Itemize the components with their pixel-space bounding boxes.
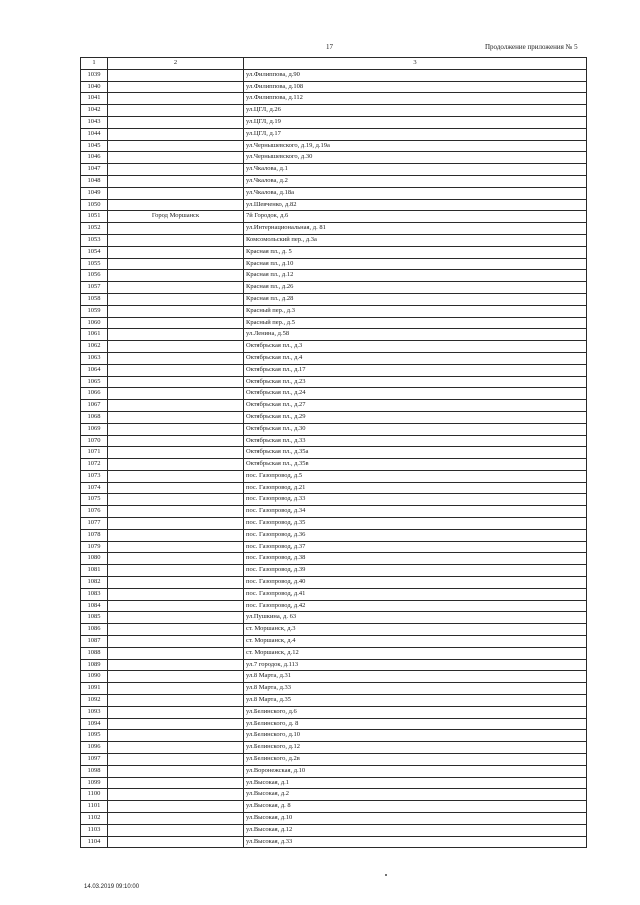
row-number: 1078 xyxy=(81,529,108,541)
row-number: 1079 xyxy=(81,541,108,553)
address-cell: ст. Моршанск, д.3 xyxy=(244,624,587,636)
row-number: 1057 xyxy=(81,282,108,294)
address-cell: пос. Газопровод, д.42 xyxy=(244,600,587,612)
address-cell: ул.Чернышевского, д.30 xyxy=(244,152,587,164)
location-cell xyxy=(108,777,244,789)
row-number: 1077 xyxy=(81,518,108,530)
row-number: 1087 xyxy=(81,636,108,648)
address-cell: пос. Газопровод, д.41 xyxy=(244,588,587,600)
table-row xyxy=(81,152,587,164)
address-cell: Октябрьская пл., д.23 xyxy=(244,376,587,388)
row-number: 1068 xyxy=(81,411,108,423)
location-cell xyxy=(108,341,244,353)
row-number: 1073 xyxy=(81,470,108,482)
table-row xyxy=(81,223,587,235)
row-number: 1080 xyxy=(81,553,108,565)
address-cell: Октябрьская пл., д.35в xyxy=(244,459,587,471)
row-number: 1062 xyxy=(81,341,108,353)
row-number: 1066 xyxy=(81,388,108,400)
location-cell xyxy=(108,482,244,494)
location-cell xyxy=(108,470,244,482)
address-cell: Октябрьская пл., д.4 xyxy=(244,352,587,364)
table-row xyxy=(81,175,587,187)
table-row xyxy=(81,400,587,412)
location-cell xyxy=(108,69,244,81)
table-row xyxy=(81,671,587,683)
row-number: 1097 xyxy=(81,754,108,766)
address-cell: ул.Высокая, д.12 xyxy=(244,824,587,836)
address-cell: Красная пл., д.28 xyxy=(244,293,587,305)
table-row xyxy=(81,683,587,695)
table-row xyxy=(81,305,587,317)
location-cell xyxy=(108,105,244,117)
table-row xyxy=(81,742,587,754)
table-row xyxy=(81,459,587,471)
address-cell: Красная пл., д.10 xyxy=(244,258,587,270)
table-row xyxy=(81,246,587,258)
row-number: 1070 xyxy=(81,435,108,447)
address-cell: ул.ЦГЛ, д.17 xyxy=(244,128,587,140)
row-number: 1083 xyxy=(81,588,108,600)
row-number: 1090 xyxy=(81,671,108,683)
row-number: 1045 xyxy=(81,140,108,152)
location-cell xyxy=(108,789,244,801)
row-number: 1042 xyxy=(81,105,108,117)
location-cell xyxy=(108,824,244,836)
address-cell: Октябрьская пл., д.17 xyxy=(244,364,587,376)
table-row xyxy=(81,824,587,836)
table-row xyxy=(81,529,587,541)
table-row xyxy=(81,199,587,211)
row-number: 1052 xyxy=(81,223,108,235)
table-row xyxy=(81,423,587,435)
table-header-row xyxy=(81,58,587,70)
address-cell: Октябрьская пл., д.24 xyxy=(244,388,587,400)
location-cell xyxy=(108,234,244,246)
location-cell xyxy=(108,683,244,695)
address-cell: пос. Газопровод, д.34 xyxy=(244,506,587,518)
table-row xyxy=(81,435,587,447)
location-cell xyxy=(108,246,244,258)
table-row xyxy=(81,187,587,199)
row-number: 1043 xyxy=(81,116,108,128)
row-number: 1054 xyxy=(81,246,108,258)
row-number: 1081 xyxy=(81,565,108,577)
row-number: 1099 xyxy=(81,777,108,789)
address-cell: ул.ЦГЛ, д.19 xyxy=(244,116,587,128)
location-cell xyxy=(108,199,244,211)
location-cell xyxy=(108,730,244,742)
location-cell xyxy=(108,435,244,447)
location-cell xyxy=(108,376,244,388)
table-row xyxy=(81,836,587,848)
row-number: 1094 xyxy=(81,718,108,730)
table-row xyxy=(81,789,587,801)
location-cell xyxy=(108,164,244,176)
address-cell: Октябрьская пл., д.30 xyxy=(244,423,587,435)
address-cell: ул.Интернациональная, д. 81 xyxy=(244,223,587,235)
row-number: 1047 xyxy=(81,164,108,176)
table-row xyxy=(81,730,587,742)
row-number: 1092 xyxy=(81,695,108,707)
address-cell: пос. Газопровод, д.39 xyxy=(244,565,587,577)
table-row xyxy=(81,447,587,459)
row-number: 1093 xyxy=(81,706,108,718)
row-number: 1100 xyxy=(81,789,108,801)
row-number: 1102 xyxy=(81,813,108,825)
table-row xyxy=(81,293,587,305)
address-cell: ул.Воронежская, д.10 xyxy=(244,765,587,777)
table-row xyxy=(81,518,587,530)
address-cell: ул.8 Марта, д.35 xyxy=(244,695,587,707)
location-cell xyxy=(108,258,244,270)
location-cell xyxy=(108,140,244,152)
row-number: 1044 xyxy=(81,128,108,140)
address-table xyxy=(80,57,587,848)
location-cell xyxy=(108,187,244,199)
row-number: 1082 xyxy=(81,577,108,589)
row-number: 1101 xyxy=(81,801,108,813)
location-cell xyxy=(108,765,244,777)
location-cell xyxy=(108,813,244,825)
table-row xyxy=(81,329,587,341)
address-cell: ул.Чкалова, д.2 xyxy=(244,175,587,187)
table-row xyxy=(81,482,587,494)
table-row xyxy=(81,116,587,128)
table-row xyxy=(81,352,587,364)
address-cell: ул.8 Марта, д.33 xyxy=(244,683,587,695)
address-cell: ул.Шевченко, д.82 xyxy=(244,199,587,211)
location-cell xyxy=(108,718,244,730)
table-row xyxy=(81,128,587,140)
location-cell xyxy=(108,270,244,282)
location-cell xyxy=(108,329,244,341)
row-number: 1091 xyxy=(81,683,108,695)
address-cell: пос. Газопровод, д.36 xyxy=(244,529,587,541)
table-row xyxy=(81,718,587,730)
table-row xyxy=(81,624,587,636)
address-cell: ул.Белинского, д.10 xyxy=(244,730,587,742)
table-row xyxy=(81,659,587,671)
address-cell: пос. Газопровод, д.5 xyxy=(244,470,587,482)
column-header: 3 xyxy=(244,58,587,70)
row-number: 1059 xyxy=(81,305,108,317)
table-row xyxy=(81,270,587,282)
table-row xyxy=(81,777,587,789)
table-row xyxy=(81,388,587,400)
row-number: 1071 xyxy=(81,447,108,459)
row-number: 1104 xyxy=(81,836,108,848)
address-cell: пос. Газопровод, д.35 xyxy=(244,518,587,530)
row-number: 1085 xyxy=(81,612,108,624)
column-header: 2 xyxy=(108,58,244,70)
address-cell: ул.Высокая, д. 8 xyxy=(244,801,587,813)
location-cell xyxy=(108,518,244,530)
address-cell: Красная пл., д.12 xyxy=(244,270,587,282)
row-number: 1049 xyxy=(81,187,108,199)
address-cell: ул.Высокая, д.10 xyxy=(244,813,587,825)
location-cell xyxy=(108,754,244,766)
address-cell: ул.Ленина, д.58 xyxy=(244,329,587,341)
table-row xyxy=(81,376,587,388)
row-number: 1039 xyxy=(81,69,108,81)
table-row xyxy=(81,234,587,246)
address-cell: Красный пер., д.5 xyxy=(244,317,587,329)
address-cell: Октябрьская пл., д.35а xyxy=(244,447,587,459)
address-cell: Октябрьская пл., д.29 xyxy=(244,411,587,423)
table-row xyxy=(81,164,587,176)
address-cell: ул.Белинского, д.6 xyxy=(244,706,587,718)
location-cell xyxy=(108,612,244,624)
row-number: 1069 xyxy=(81,423,108,435)
location-cell xyxy=(108,293,244,305)
address-cell: ул.Белинского, д.12 xyxy=(244,742,587,754)
table-row xyxy=(81,813,587,825)
location-cell xyxy=(108,364,244,376)
table-row xyxy=(81,494,587,506)
location-cell xyxy=(108,400,244,412)
table-row xyxy=(81,317,587,329)
row-number: 1041 xyxy=(81,93,108,105)
location-cell xyxy=(108,706,244,718)
table-row xyxy=(81,801,587,813)
address-cell: Октябрьская пл., д.3 xyxy=(244,341,587,353)
address-cell: ул.8 Марта, д.31 xyxy=(244,671,587,683)
address-cell: Красная пл., д. 5 xyxy=(244,246,587,258)
row-number: 1046 xyxy=(81,152,108,164)
address-cell: 7й Городок, д.6 xyxy=(244,211,587,223)
table-row xyxy=(81,364,587,376)
table-row xyxy=(81,258,587,270)
row-number: 1053 xyxy=(81,234,108,246)
row-number: 1040 xyxy=(81,81,108,93)
row-number: 1065 xyxy=(81,376,108,388)
table-row xyxy=(81,140,587,152)
table-row xyxy=(81,754,587,766)
table-row xyxy=(81,282,587,294)
row-number: 1084 xyxy=(81,600,108,612)
location-cell xyxy=(108,624,244,636)
row-number: 1058 xyxy=(81,293,108,305)
table-row xyxy=(81,577,587,589)
table-row xyxy=(81,211,587,223)
column-header: 1 xyxy=(81,58,108,70)
location-cell xyxy=(108,223,244,235)
location-cell xyxy=(108,447,244,459)
row-number: 1050 xyxy=(81,199,108,211)
address-cell: Октябрьская пл., д.27 xyxy=(244,400,587,412)
location-cell xyxy=(108,305,244,317)
location-cell xyxy=(108,388,244,400)
row-number: 1072 xyxy=(81,459,108,471)
row-number: 1063 xyxy=(81,352,108,364)
table-row xyxy=(81,69,587,81)
location-cell xyxy=(108,541,244,553)
print-timestamp: 14.03.2019 09:10:00 xyxy=(84,884,140,890)
table-row xyxy=(81,81,587,93)
location-cell xyxy=(108,317,244,329)
location-cell xyxy=(108,459,244,471)
address-cell: Октябрьская пл., д.33 xyxy=(244,435,587,447)
address-cell: пос. Газопровод, д.33 xyxy=(244,494,587,506)
row-number: 1086 xyxy=(81,624,108,636)
address-cell: ул.Чернышевского, д.19, д.19а xyxy=(244,140,587,152)
location-cell xyxy=(108,423,244,435)
location-cell xyxy=(108,529,244,541)
table-row xyxy=(81,411,587,423)
table-row xyxy=(81,541,587,553)
table-row xyxy=(81,647,587,659)
table-row xyxy=(81,553,587,565)
row-number: 1067 xyxy=(81,400,108,412)
table-row xyxy=(81,565,587,577)
location-cell xyxy=(108,152,244,164)
address-cell: ст. Моршанск, д.4 xyxy=(244,636,587,648)
row-number: 1098 xyxy=(81,765,108,777)
location-cell xyxy=(108,659,244,671)
address-cell: ул.Белинского, д.2в xyxy=(244,754,587,766)
appendix-note: Продолжение приложения № 5 xyxy=(485,43,578,51)
row-number: 1076 xyxy=(81,506,108,518)
address-cell: Красный пер., д.3 xyxy=(244,305,587,317)
address-cell: пос. Газопровод, д.40 xyxy=(244,577,587,589)
address-cell: ул.Пушкина, д. 63 xyxy=(244,612,587,624)
address-cell: ст. Моршанск, д.12 xyxy=(244,647,587,659)
location-cell: Город Моршанск xyxy=(108,211,244,223)
location-cell xyxy=(108,282,244,294)
address-cell: пос. Газопровод, д.37 xyxy=(244,541,587,553)
location-cell xyxy=(108,836,244,848)
address-cell: пос. Газопровод, д.21 xyxy=(244,482,587,494)
address-cell: ул.Филиппова, д.112 xyxy=(244,93,587,105)
table-row xyxy=(81,765,587,777)
row-number: 1088 xyxy=(81,647,108,659)
address-cell: ул.Чкалова, д.18а xyxy=(244,187,587,199)
address-cell: ул.Белинского, д. 8 xyxy=(244,718,587,730)
address-cell: ул.Филиппова, д.108 xyxy=(244,81,587,93)
row-number: 1056 xyxy=(81,270,108,282)
address-cell: ул.Филиппова, д.90 xyxy=(244,69,587,81)
table-row xyxy=(81,706,587,718)
location-cell xyxy=(108,647,244,659)
table-row xyxy=(81,600,587,612)
location-cell xyxy=(108,175,244,187)
row-number: 1103 xyxy=(81,824,108,836)
row-number: 1075 xyxy=(81,494,108,506)
table-row xyxy=(81,695,587,707)
table-row xyxy=(81,636,587,648)
address-cell: ул.ЦГЛ, д.26 xyxy=(244,105,587,117)
location-cell xyxy=(108,742,244,754)
location-cell xyxy=(108,116,244,128)
row-number: 1055 xyxy=(81,258,108,270)
table-row xyxy=(81,470,587,482)
address-cell: ул.Высокая, д.33 xyxy=(244,836,587,848)
location-cell xyxy=(108,352,244,364)
row-number: 1051 xyxy=(81,211,108,223)
address-cell: Красная пл., д.26 xyxy=(244,282,587,294)
location-cell xyxy=(108,494,244,506)
address-cell: ул.7 городок, д.113 xyxy=(244,659,587,671)
address-cell: ул.Чкалова, д.1 xyxy=(244,164,587,176)
row-number: 1095 xyxy=(81,730,108,742)
row-number: 1074 xyxy=(81,482,108,494)
location-cell xyxy=(108,565,244,577)
location-cell xyxy=(108,671,244,683)
location-cell xyxy=(108,695,244,707)
location-cell xyxy=(108,577,244,589)
address-cell: пос. Газопровод, д.38 xyxy=(244,553,587,565)
row-number: 1096 xyxy=(81,742,108,754)
row-number: 1060 xyxy=(81,317,108,329)
table-row xyxy=(81,93,587,105)
location-cell xyxy=(108,411,244,423)
location-cell xyxy=(108,506,244,518)
table-row xyxy=(81,105,587,117)
location-cell xyxy=(108,588,244,600)
location-cell xyxy=(108,600,244,612)
scan-speck xyxy=(385,874,387,876)
address-cell: ул.Высокая, д.1 xyxy=(244,777,587,789)
location-cell xyxy=(108,636,244,648)
location-cell xyxy=(108,93,244,105)
page-number: 17 xyxy=(326,43,333,51)
address-cell: Комсомольский пер., д.3а xyxy=(244,234,587,246)
table-row xyxy=(81,506,587,518)
row-number: 1064 xyxy=(81,364,108,376)
row-number: 1061 xyxy=(81,329,108,341)
location-cell xyxy=(108,553,244,565)
table-row xyxy=(81,341,587,353)
location-cell xyxy=(108,128,244,140)
address-cell: ул.Высокая, д.2 xyxy=(244,789,587,801)
row-number: 1048 xyxy=(81,175,108,187)
location-cell xyxy=(108,81,244,93)
row-number: 1089 xyxy=(81,659,108,671)
table-row xyxy=(81,588,587,600)
location-cell xyxy=(108,801,244,813)
table-row xyxy=(81,612,587,624)
